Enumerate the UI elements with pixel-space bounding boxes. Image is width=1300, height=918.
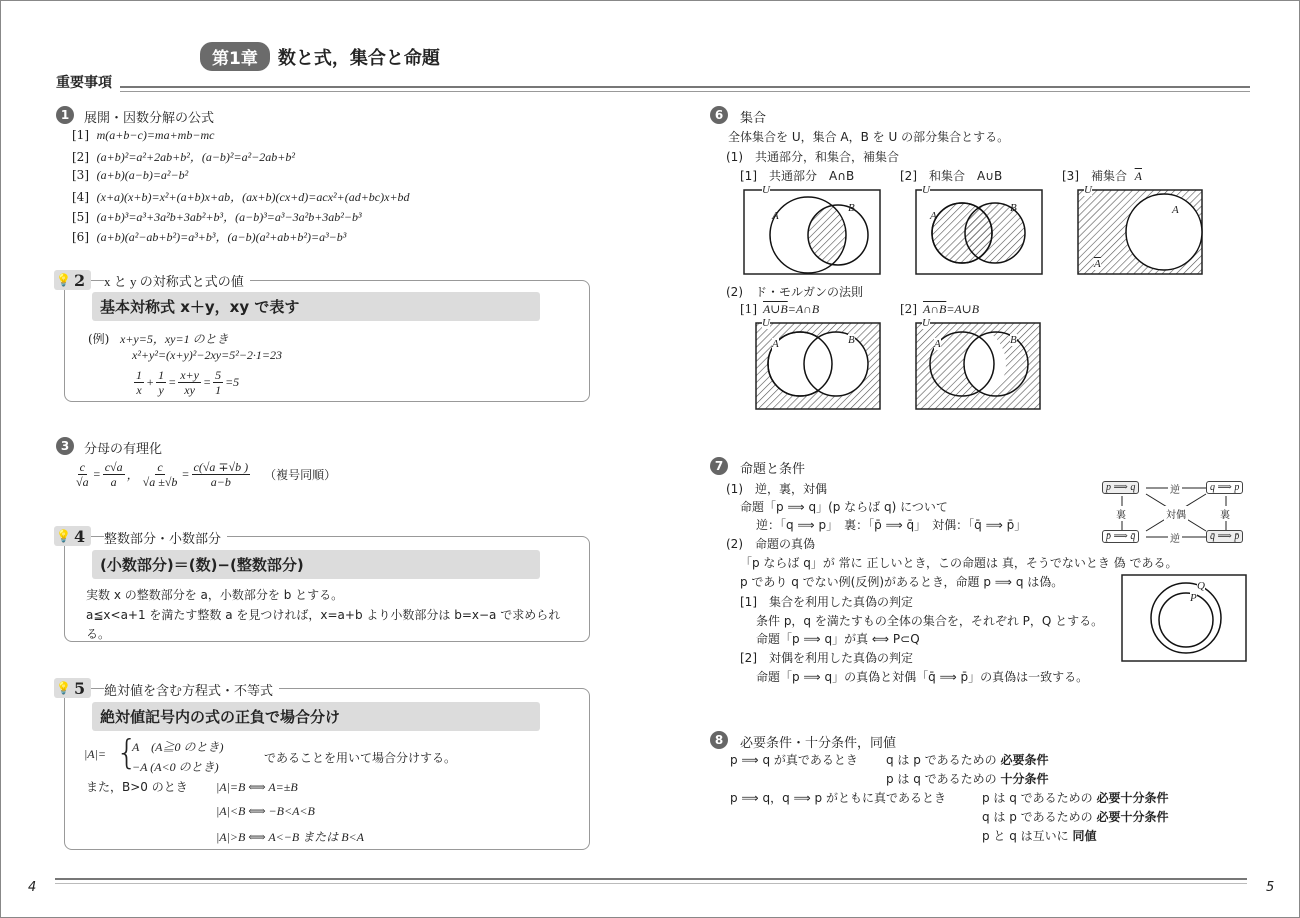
case-2: −A (A<0 のとき) xyxy=(132,760,219,774)
s4-line-3: る。 xyxy=(86,627,111,641)
set-a-label: A xyxy=(934,338,941,350)
formula-label: [4] xyxy=(72,190,89,204)
s7-line-7: 命題「p ⟹ q」が真 ⟺ P⊂Q xyxy=(756,632,920,646)
section-6-title: 集合 xyxy=(740,111,767,126)
complement-symbol: $\overline{A}$ xyxy=(1134,169,1142,183)
universe-label: U xyxy=(1084,184,1092,196)
case-1: A (A≧0 のとき) xyxy=(132,740,224,754)
equals: = xyxy=(202,375,212,389)
formula-label: [2] xyxy=(72,150,89,164)
universe-label: U xyxy=(762,317,770,329)
circle-b xyxy=(804,332,868,396)
term: 十分条件 xyxy=(1000,772,1049,786)
s7-line-8: [2] 対偶を利用した真偽の判定 xyxy=(740,651,913,665)
s4-line-2: a≦x<a+1 を満たす整数 a を見つければ，x=a+b より小数部分は b=x−a で求められ xyxy=(86,608,561,622)
s8-row-1-condition: p ⟹ q が真であるとき xyxy=(730,753,858,767)
numerator: c(√a ∓√b ) xyxy=(193,460,249,474)
s7-line-3: 「p ならば q」が 常に 正しいとき，この命題は 真，そうでないとき 偽 である。 xyxy=(740,556,1178,570)
abs-rule-2: |A|<B ⟺ −B<A<B xyxy=(216,804,315,818)
term: 必要十分条件 xyxy=(1096,810,1169,824)
formula: (a+b)²=a²+2ab+b²，(a−b)²=a²−2ab+b² xyxy=(96,150,295,164)
numerator: 1 xyxy=(136,368,142,382)
s6-sub-2: (2) ド・モルガンの法則 xyxy=(726,285,863,299)
denominator: y xyxy=(158,383,164,397)
statement: p は q であるための xyxy=(886,772,997,786)
statement: p と q は互いに xyxy=(982,829,1069,843)
section-5-band: 絶対値記号内の式の正負で場合分け xyxy=(92,702,540,731)
universe-rect xyxy=(1122,575,1246,661)
set-a-label: A xyxy=(1172,204,1179,216)
label: [1] xyxy=(740,302,757,316)
statement: p は q であるための xyxy=(982,791,1093,805)
lhs: A∪B xyxy=(763,302,788,316)
section-7-number: 7 xyxy=(710,457,728,475)
set-b-label: B xyxy=(848,334,855,346)
s6-intro: 全体集合を U，集合 A，B を U の部分集合とする。 xyxy=(728,130,1010,144)
formula-label: [5] xyxy=(72,210,89,224)
numerator: x+y xyxy=(180,368,199,382)
equals: = xyxy=(92,467,101,481)
note: （複号同順） xyxy=(264,468,337,482)
chapter-badge: 第1章 xyxy=(200,42,270,71)
abs-rule-1: |A|=B ⟺ A=±B xyxy=(216,780,298,794)
venn-union xyxy=(916,190,1042,274)
formula-label: [1] xyxy=(72,128,89,142)
case-note: であることを用いて場合分けする。 xyxy=(264,751,457,765)
s7-line-1: 命題「p ⟹ q」(p ならば q) について xyxy=(740,500,948,514)
equals: = xyxy=(181,467,190,481)
relation-converse-bottom: 逆 xyxy=(1168,530,1182,545)
section-1-number: 1 xyxy=(56,106,74,124)
relation-inverse-left: 裏 xyxy=(1116,506,1126,521)
also-condition: また，B>0 のとき xyxy=(86,780,188,794)
label: [2] xyxy=(900,302,917,316)
relation-inverse-right: 裏 xyxy=(1220,506,1230,521)
formula: (a+b)(a²−ab+b²)=a³+b³，(a−b)(a²+ab+b²)=a³−b³ xyxy=(96,230,347,244)
denominator: 1 xyxy=(215,383,222,397)
venn-demorgan-2 xyxy=(916,323,1040,409)
label: [3] 補集合 xyxy=(1062,169,1127,183)
s8-row-3-statement xyxy=(982,789,1169,806)
section-2-title: x と y の対称式と式の値 xyxy=(104,271,250,290)
set-b-label: B xyxy=(1010,202,1017,214)
set-b-label: B xyxy=(1010,334,1017,346)
universe-label: U xyxy=(922,317,930,329)
numerator: c xyxy=(157,460,163,474)
example-line-1: x²+y²=(x+y)²−2xy=5²−2·1=23 xyxy=(132,348,283,362)
denominator: a−b xyxy=(210,475,231,489)
lightbulb-icon: 💡 xyxy=(56,529,71,543)
section-1-title: 展開・因数分解の公式 xyxy=(84,111,215,126)
numerator: c√a xyxy=(104,460,123,474)
rhs: =A∩B xyxy=(787,302,820,316)
section-5-number: 5 xyxy=(73,678,86,698)
prop-notp-implies-notq: p̄ ⟹ q̄ xyxy=(1102,530,1139,543)
numerator: 5 xyxy=(215,368,222,382)
abs-lhs: |A|= xyxy=(84,747,107,761)
universe-label: U xyxy=(922,184,930,196)
s7-sub-2: (2) 命題の真偽 xyxy=(726,537,815,551)
venn-intersection xyxy=(744,190,880,274)
statement: q は p であるための xyxy=(982,810,1093,824)
s8-row-1-statement xyxy=(886,751,1049,768)
prop-q-implies-p: q ⟹ p xyxy=(1206,481,1243,494)
s4-line-1: 実数 x の整数部分を a，小数部分を b とする。 xyxy=(86,588,344,602)
term: 必要条件 xyxy=(1000,753,1049,767)
lightbulb-icon: 💡 xyxy=(56,681,71,695)
example-label: (例) xyxy=(88,332,110,346)
universe-label: U xyxy=(762,184,770,196)
set-a-label: A xyxy=(772,338,779,350)
section-2-number: 2 xyxy=(73,270,86,290)
equals: = xyxy=(168,375,177,389)
set-b-label: B xyxy=(848,202,855,214)
relation-converse-top: 逆 xyxy=(1168,481,1182,496)
circle-a xyxy=(1126,194,1202,270)
denominator: xy xyxy=(184,383,195,397)
page-number-left: 4 xyxy=(28,880,37,895)
s7-line-5: [1] 集合を利用した真偽の判定 xyxy=(740,595,913,609)
s8-row-3-condition: p ⟹ q，q ⟹ p がともに真であるとき xyxy=(730,791,946,805)
diagram-1-label: [1] 共通部分 A∩B xyxy=(740,169,855,183)
complement-label: $\overline{A}$ xyxy=(1094,258,1101,270)
section-4-band: (小数部分)＝(数)−(整数部分) xyxy=(92,550,540,579)
diagram-2-label: [2] 和集合 A∪B xyxy=(900,169,1003,183)
formula: (a+b)³=a³+3a²b+3ab²+b³，(a−b)³=a³−3a²b+3ab²−b³ xyxy=(96,210,362,224)
section-3-number: 3 xyxy=(56,437,74,455)
formula: m(a+b−c)=ma+mb−mc xyxy=(96,128,215,142)
section-3-title: 分母の有理化 xyxy=(84,442,163,457)
lightbulb-icon: 💡 xyxy=(56,273,71,287)
subset-diagram xyxy=(1122,575,1246,661)
separator: ， xyxy=(126,468,139,482)
relation-contrapositive: 対偶 xyxy=(1164,506,1188,521)
section-2-band: 基本対称式 x＋y，xy で表す xyxy=(92,292,540,321)
abs-rule-3: |A|>B ⟺ A<−B または B<A xyxy=(216,830,364,844)
s8-row-2-statement xyxy=(886,770,1049,787)
demorgan-1-label xyxy=(740,302,819,317)
formula-label: [3] xyxy=(72,168,89,182)
s7-line-2: 逆：「q ⟹ p」 裏：「p̄ ⟹ q̄」 対偶：「q̄ ⟹ p̄」 xyxy=(756,518,1027,532)
prop-p-implies-q: p ⟹ q xyxy=(1102,481,1139,494)
s7-line-6: 条件 p，q を満たすもの全体の集合を，それぞれ P，Q とする。 xyxy=(756,614,1104,628)
brace: { xyxy=(116,733,138,773)
s7-line-9: 命題「p ⟹ q」の真偽と対偶「q̄ ⟹ p̄」の真偽は一致する。 xyxy=(756,670,1089,684)
denominator: √a xyxy=(76,475,89,489)
section-4-title: 整数部分・小数部分 xyxy=(104,528,227,547)
section-8-number: 8 xyxy=(710,731,728,749)
numerator: c xyxy=(79,460,85,474)
set-p-label: P xyxy=(1190,592,1197,604)
prop-notq-implies-notp: q̄ ⟹ p̄ xyxy=(1206,530,1243,543)
statement: q は p であるための xyxy=(886,753,997,767)
denominator: a xyxy=(110,475,117,489)
term: 必要十分条件 xyxy=(1096,791,1169,805)
section-header: 重要事項 xyxy=(56,75,112,91)
venn-demorgan-1 xyxy=(756,323,880,409)
s7-sub-1: (1) 逆，裏，対偶 xyxy=(726,482,827,496)
set-a-label: A xyxy=(772,210,779,222)
set-q-label: Q xyxy=(1197,580,1205,592)
section-7-title: 命題と条件 xyxy=(740,462,806,477)
numerator: 1 xyxy=(158,368,165,382)
denominator: √a ±√b xyxy=(142,475,178,489)
result: =5 xyxy=(225,375,240,389)
section-8-title: 必要条件・十分条件，同値 xyxy=(740,736,897,751)
denominator: x xyxy=(136,383,142,397)
section-6-number: 6 xyxy=(710,106,728,124)
section-4-number: 4 xyxy=(73,526,86,546)
formula: (a+b)(a−b)=a²−b² xyxy=(96,168,189,182)
example-condition: x+y=5，xy=1 のとき xyxy=(120,332,229,346)
footer-rule xyxy=(55,878,1247,884)
section-5-title: 絶対値を含む方程式・不等式 xyxy=(104,680,279,699)
s7-line-4: p であり q でない例(反例)があるとき，命題 p ⟹ q は偽。 xyxy=(740,575,1064,589)
chapter-title: 数と式，集合と命題 xyxy=(277,47,440,69)
formula-label: [6] xyxy=(72,230,89,244)
set-a-label: A xyxy=(930,210,937,222)
rhs: =A∪B xyxy=(946,302,980,316)
term: 同値 xyxy=(1072,829,1097,843)
plus: + xyxy=(146,375,155,389)
lhs: A∩B xyxy=(923,302,947,316)
s8-row-4-statement xyxy=(982,808,1169,825)
s8-row-5-statement xyxy=(982,827,1097,844)
formula: (x+a)(x+b)=x²+(a+b)x+ab，(ax+b)(cx+d)=acx²+(ad+bc)x+bd xyxy=(96,190,410,204)
page-number-right: 5 xyxy=(1266,880,1275,895)
s6-sub-1: (1) 共通部分，和集合，補集合 xyxy=(726,150,899,164)
demorgan-2-label xyxy=(900,302,979,317)
